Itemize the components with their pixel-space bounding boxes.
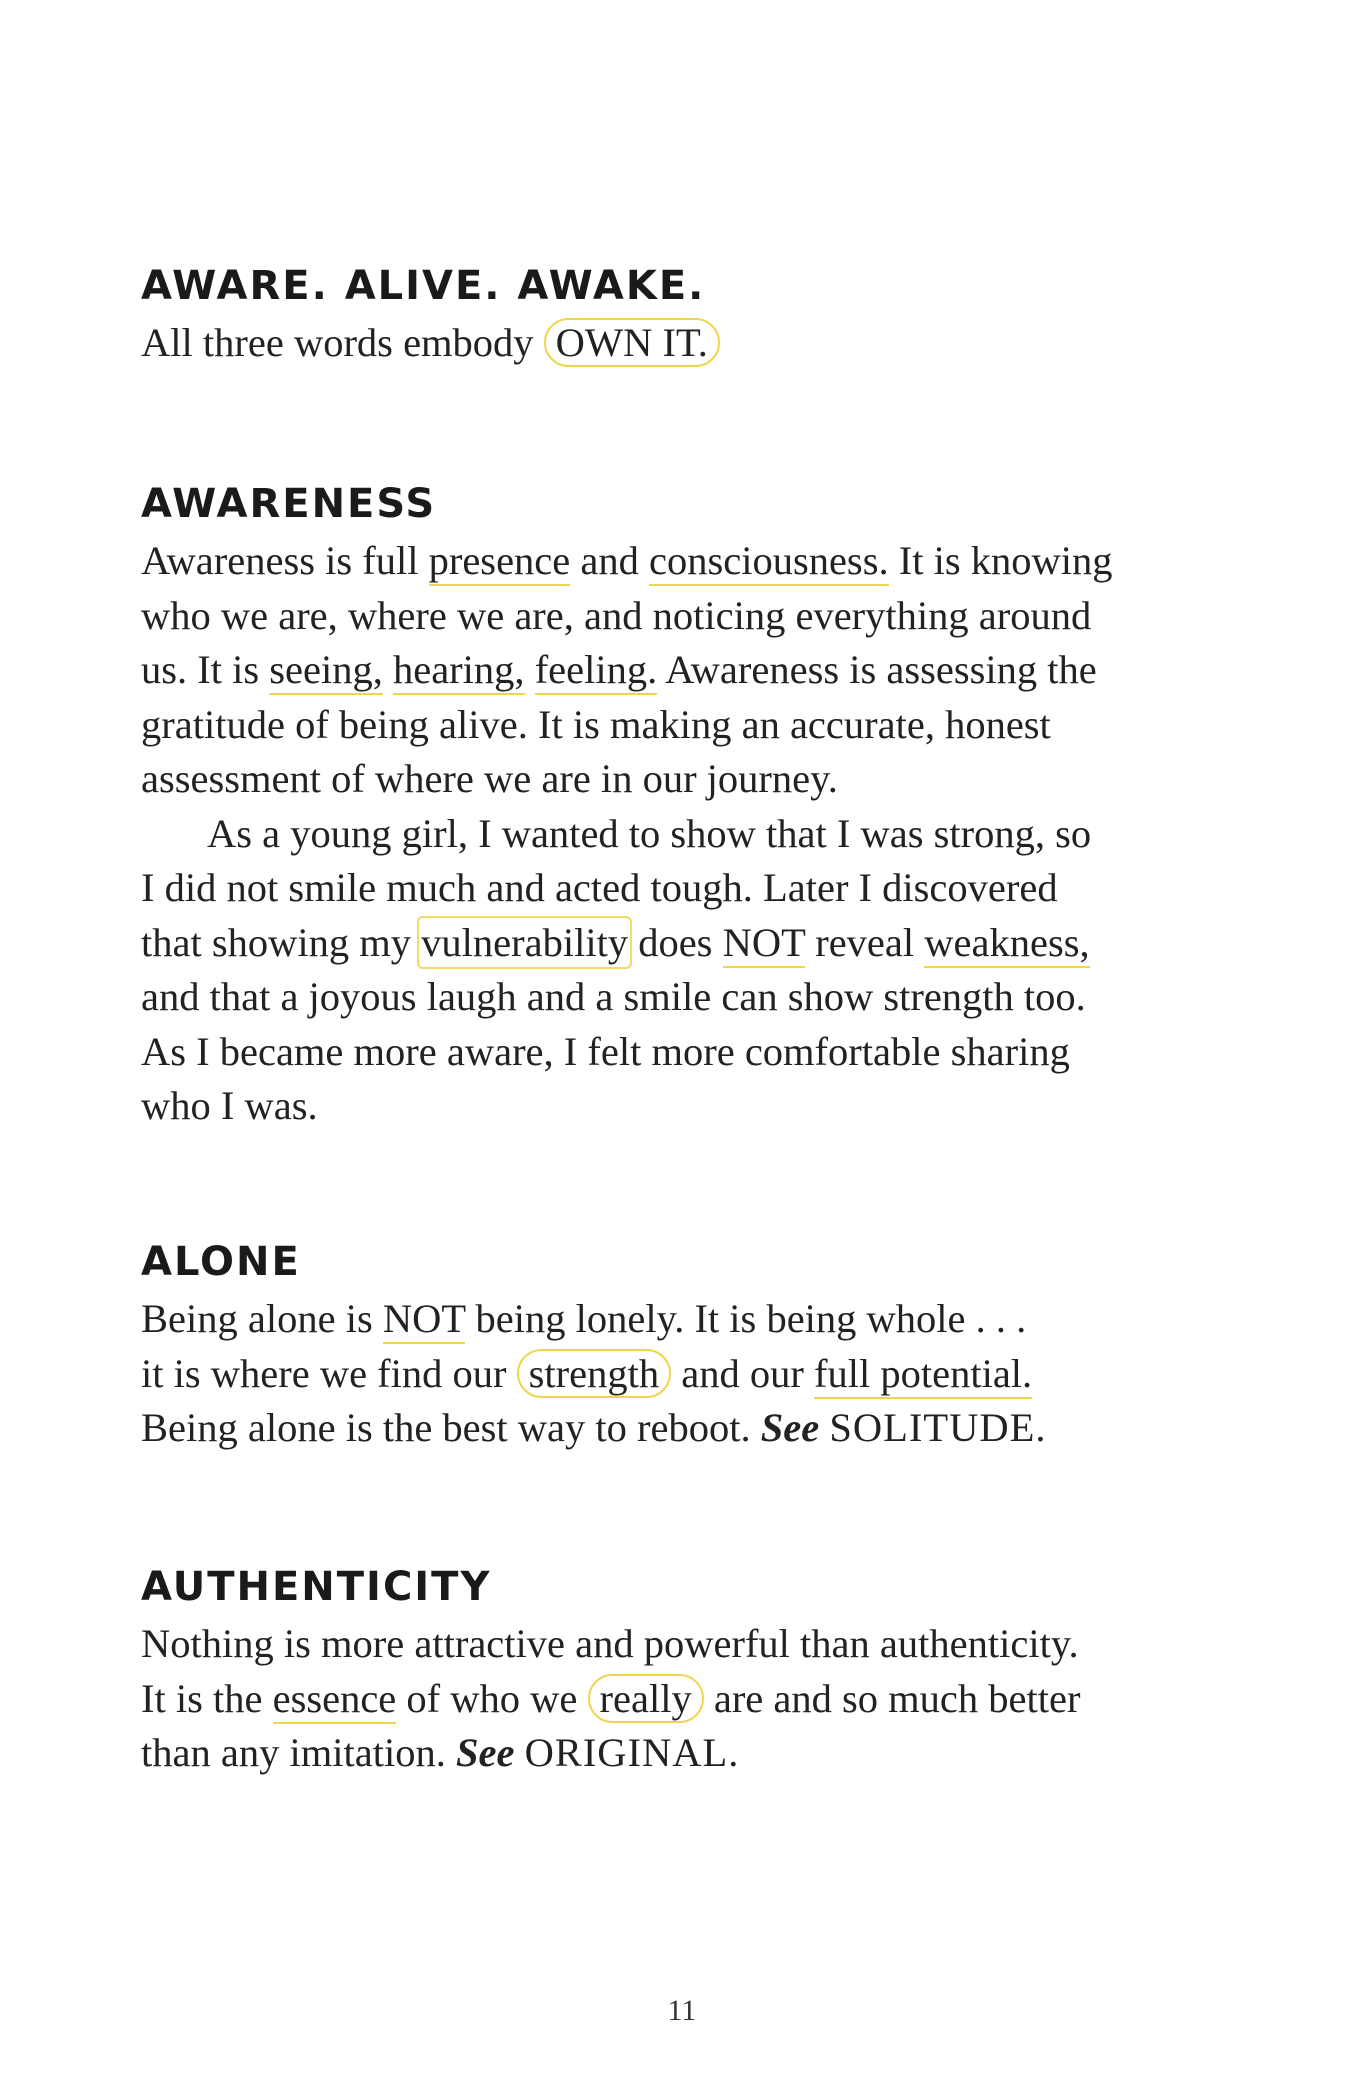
circled-strength: strength [517, 1349, 671, 1398]
heading-authenticity: AUTHENTICITY [141, 1564, 492, 1610]
text-line: assessment of where we are in our journey. [141, 756, 838, 801]
own-it-circled: OWN IT. [544, 318, 720, 367]
text-line: Being alone is NOT being lonely. It is being whole . . . [141, 1292, 1261, 1347]
text-line: it is where we find our strength and our full potential. [141, 1347, 1261, 1402]
underlined-weakness: weakness, [924, 920, 1089, 968]
text-line: As I became more aware, I felt more comfortable sharing [141, 1028, 1070, 1074]
text-line: gratitude of being alive. It is making an accurate, honest [141, 701, 1051, 747]
see-reference: See [760, 1405, 820, 1450]
cross-reference-original: ORIGINAL. [524, 1730, 740, 1775]
underlined-essence: essence [273, 1676, 397, 1724]
intro-line: All three words embody OWN IT. [141, 316, 1261, 371]
text-line: and that a joyous laugh and a smile can show strength too. [141, 974, 1086, 1019]
text-line: I did not smile much and acted tough. Later I discovered [141, 865, 1058, 910]
underlined-feeling: feeling. [535, 647, 658, 695]
text-line: As a young girl, I wanted to show that I was strong, so [207, 810, 1092, 856]
section-authenticity [141, 1563, 1261, 1781]
alone-paragraph [141, 1292, 1261, 1456]
circled-really: really [588, 1674, 704, 1723]
text-line: Being alone is the best way to reboot. See SOLITUDE. [141, 1405, 1047, 1450]
underlined-full-potential: full potential. [814, 1351, 1032, 1399]
see-reference: See [455, 1730, 515, 1775]
text-line: It is the essence of who we really are and so much better [141, 1672, 1261, 1727]
awareness-paragraph-1 [141, 534, 1261, 807]
heading-awareness: AWARENESS [141, 481, 437, 527]
underlined-not: NOT [723, 920, 806, 968]
text-line: than any imitation. See ORIGINAL. [141, 1730, 740, 1775]
text-line: Nothing is more attractive and powerful than authenticity. [141, 1621, 1079, 1666]
page-number: 11 [667, 1994, 697, 2027]
boxed-vulnerability: vulnerability [421, 919, 629, 965]
underlined-consciousness: consciousness. [649, 538, 889, 586]
authenticity-paragraph [141, 1617, 1261, 1781]
section-aware-alive-awake [141, 262, 1261, 371]
text-line: who we are, where we are, and noticing everything around [141, 592, 1092, 638]
awareness-paragraph-2 [141, 807, 1261, 1134]
cross-reference-solitude: SOLITUDE. [829, 1405, 1047, 1450]
underlined-not: NOT [383, 1296, 466, 1344]
underlined-seeing: seeing, [269, 647, 383, 695]
underlined-presence: presence [429, 538, 571, 586]
text-line: who I was. [141, 1083, 318, 1128]
section-awareness [141, 480, 1261, 1134]
heading-aware-alive-awake: AWARE. ALIVE. AWAKE. [141, 263, 706, 309]
text-line: that showing my vulnerability does NOT reveal weakness, [141, 916, 1261, 971]
section-alone [141, 1238, 1261, 1456]
text-line: us. It is seeing, hearing, feeling. Awareness is assessing the [141, 643, 1261, 698]
text-line: Awareness is full presence and consciousness. It is knowing [141, 534, 1261, 589]
underlined-hearing: hearing, [393, 647, 525, 695]
heading-alone: ALONE [141, 1239, 301, 1285]
